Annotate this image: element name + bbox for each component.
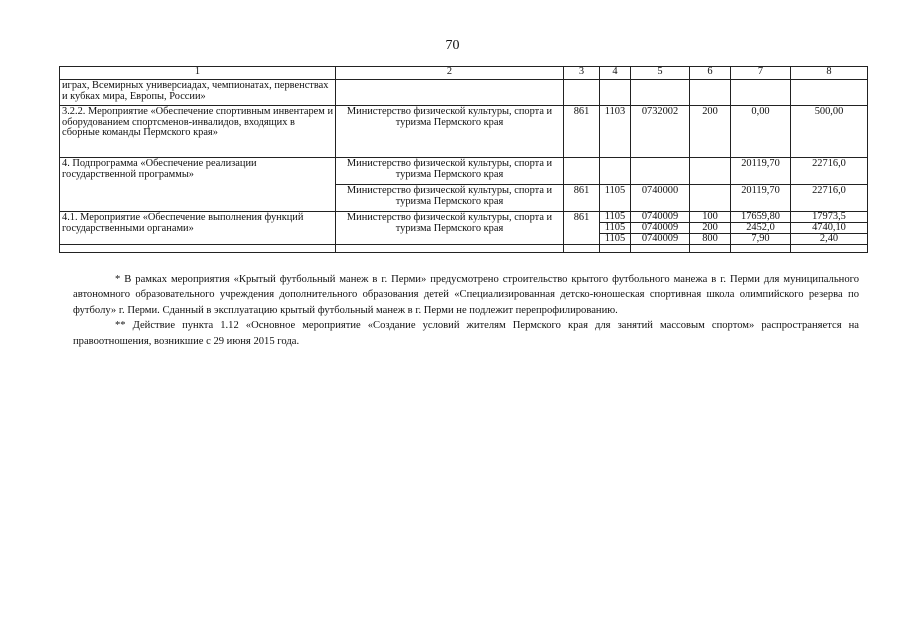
sum-2015-cell: 2452,0 bbox=[731, 223, 790, 234]
sum-2016-cell: 22716,0 bbox=[791, 158, 868, 185]
sum-2016-cell: 500,00 bbox=[791, 106, 868, 158]
vr-cell: 100 bbox=[702, 211, 718, 222]
rzpr-cell: 1105 bbox=[600, 223, 630, 234]
rzpr-cell: 1103 bbox=[600, 106, 631, 158]
grbs-cell: 861 bbox=[564, 106, 600, 158]
rzpr-cell: 1105 bbox=[600, 185, 631, 212]
table-header-row bbox=[60, 67, 868, 80]
executor-cell: Министерство физической культуры, спорта и туризма Пермского края bbox=[336, 185, 564, 212]
table-row bbox=[60, 212, 868, 245]
header-cell: 7 bbox=[731, 67, 791, 80]
sum-2016-cell: 4740,10 bbox=[791, 223, 867, 234]
header-cell: 1 bbox=[60, 67, 336, 80]
sum-2016-cell: 17973,5 bbox=[812, 211, 846, 222]
sum-2015-cell: 7,90 bbox=[731, 234, 790, 245]
header-cell: 2 bbox=[336, 67, 564, 80]
header-cell: 4 bbox=[600, 67, 631, 80]
table-row bbox=[60, 80, 868, 106]
header-cell: 6 bbox=[690, 67, 731, 80]
footnotes bbox=[73, 272, 859, 349]
grbs-cell: 861 bbox=[564, 185, 600, 212]
sum-2015-cell: 0,00 bbox=[731, 106, 791, 158]
csr-cell: 0740009 bbox=[631, 223, 689, 234]
footnote-2: ** Действие пункта 1.12 «Основное мероприятие «Создание условий жителям Пермского края для занятий массовым спортом» распространяется на правоотношения, возникшие с 29 июня 2015 года. bbox=[73, 320, 859, 347]
executor-cell: Министерство физической культуры, спорта и туризма Пермского края bbox=[336, 158, 564, 185]
sum-2015-cell: 20119,70 bbox=[731, 158, 791, 185]
header-cell: 5 bbox=[631, 67, 690, 80]
csr-cell: 0740009 bbox=[641, 211, 679, 222]
grbs-cell: 861 bbox=[564, 212, 600, 245]
footnote-1: * В рамках мероприятия «Крытый футбольный манеж в г. Перми» предусмотрено строительство крытого футбольного манежа в г. Перми для муниципального автономного образовательного учреждения дополнительного образования детей «Специализированная детско-юношеская спортивная школа олимпийского резерва по футболу» г. Перми. Сданный в эксплуатацию крытый футбольный манеж в г. Перми не подлежит перепрофилированию. bbox=[73, 274, 859, 316]
row-name-cell: 3.2.2. Мероприятие «Обеспечение спортивным инвентарем и оборудованием спортсменов-инвалидов, входящих в сборные команды Пермского края» bbox=[60, 106, 336, 158]
executor-cell: Министерство физической культуры, спорта и туризма Пермского края bbox=[336, 212, 564, 245]
budget-table bbox=[59, 66, 868, 253]
table-row bbox=[60, 245, 868, 253]
vr-cell: 200 bbox=[690, 223, 730, 234]
header-cell: 8 bbox=[791, 67, 868, 80]
csr-cell: 0732002 bbox=[631, 106, 690, 158]
sum-2015-cell: 20119,70 bbox=[731, 185, 791, 212]
row-name-cell: играх, Всемирных универсиадах, чемпионатах, первенствах и кубках мира, Европы, России» bbox=[60, 80, 336, 106]
sum-2015-cell: 17659,80 bbox=[741, 211, 780, 222]
csr-cell: 0740000 bbox=[631, 185, 690, 212]
sum-2016-cell: 22716,0 bbox=[791, 185, 868, 212]
table-row bbox=[60, 106, 868, 158]
table-row bbox=[60, 158, 868, 185]
vr-cell: 800 bbox=[690, 234, 730, 245]
sum-2016-cell: 2,40 bbox=[791, 234, 867, 245]
row-name-cell: 4.1. Мероприятие «Обеспечение выполнения функций государственными органами» bbox=[60, 212, 336, 245]
page-number: 70 bbox=[445, 38, 460, 53]
rzpr-cell: 1105 bbox=[600, 234, 630, 245]
vr-cell: 200 bbox=[690, 106, 731, 158]
row-name-cell: 4. Подпрограмма «Обеспечение реализации государственной программы» bbox=[60, 158, 336, 212]
executor-cell: Министерство физической культуры, спорта и туризма Пермского края bbox=[336, 106, 564, 158]
header-cell: 3 bbox=[564, 67, 600, 80]
csr-cell: 0740009 bbox=[631, 234, 689, 245]
rzpr-cell: 1105 bbox=[604, 211, 626, 222]
